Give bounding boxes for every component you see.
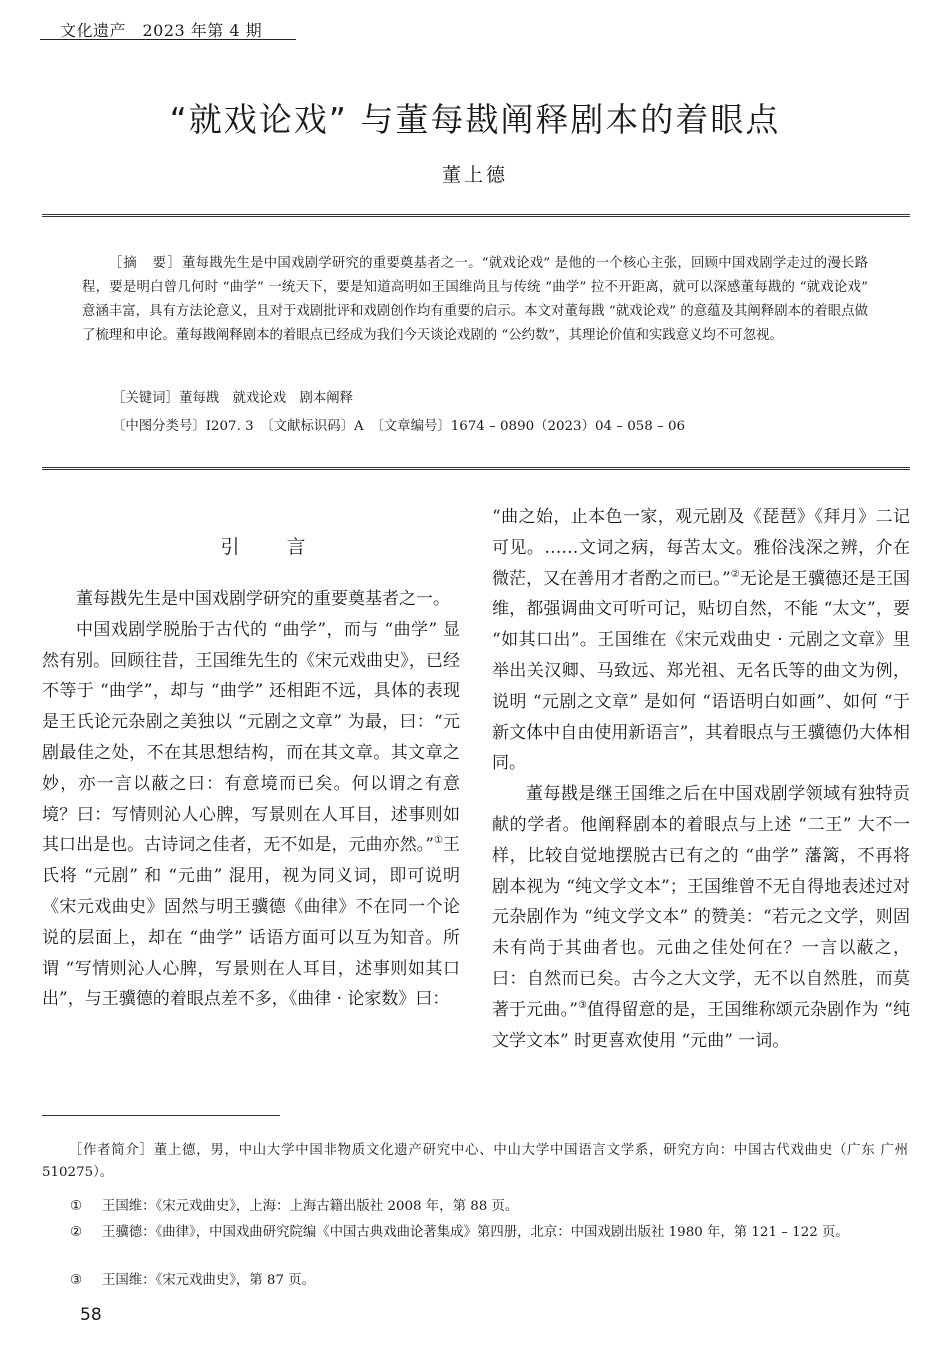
paragraph: 中国戏剧学脱胎于古代的 “曲学”，而与 “曲学” 显然有别。回顾往昔，王国维先生的《宋元戏曲史》，已经不等于 “曲学”，却与 “曲学” 还相距不远，具体的表现是王氏论元杂剧之美独以 “元剧之文章” 为最，曰：“元剧最佳之处，不在其思想结构，而在其文章。其文章之妙，亦一言以蔽之曰：有意境而已矣。何以谓之有意境？曰：写情则沁人心脾，写景则在人耳目，述事则如其口出是也。古诗词之佳者，无不如是，元曲亦然。”①王氏将 “元剧” 和 “元曲” 混用，视为同义词，即可说明《宋元戏曲史》固然与明王骥德《曲律》不在同一个论说的层面上，却在 “曲学” 话语方面可以互为知音。所谓 “写情则沁人心脾，写景则在人耳目，述事则如其口出”，与王骥德的着眼点差不多，《曲律 · 论家数》曰：	[42, 619, 460, 1010]
article-title: “就戏论戏” 与董每戡阐释剧本的着眼点	[169, 100, 781, 139]
author-note-text: 董上德，男，中山大学中国非物质文化遗产研究中心、中山大学中国语言文学系，研究方向：中国古代戏曲史（广东 广州 510275）。	[42, 1143, 908, 1180]
abstract-text: 董每戡先生是中国戏剧学研究的重要奠基者之一。“就戏论戏” 是他的一个核心主张，回顾中国戏剧学走过的漫长路程，要是明白曾几何时 “曲学” 一统天下，要是知道高明如王国维尚且与传统 “曲学” 拉不开距离，就可以深感董每戡的 “就戏论戏” 意涵丰富，具有方法论意义，且对于戏剧批评和戏剧创作均有重要的启示。本文对董每戡 “就戏论戏” 的意蕴及其阐释剧本的着眼点做了梳理和申论。董每戡阐释剧本的着眼点已经成为我们今天谈论戏剧的 “公约数”，其理论价值和实践意义均不可忽视。	[82, 256, 868, 343]
classification-line: 〔中图分类号〕I207. 3 〔文献标识码〕A 〔文章编号〕1674 – 0890（2023）04 – 058 – 06	[112, 419, 686, 434]
footnote	[42, 1222, 908, 1244]
footnote-ref[interactable]: ③	[577, 999, 588, 1011]
left-column	[42, 532, 460, 1015]
top-divider	[42, 214, 910, 217]
footnote	[42, 1196, 908, 1218]
keywords-label: ［关键词］	[112, 391, 179, 406]
footnote-text: 王国维：《宋元戏曲史》，上海：上海古籍出版社 2008 年，第 88 页。	[102, 1199, 519, 1214]
page-number: 58	[80, 1305, 102, 1325]
footnote-ref[interactable]: ②	[730, 568, 740, 580]
footnote-text: 王国维：《宋元戏曲史》，第 87 页。	[102, 1273, 316, 1288]
author-name: 董上德	[441, 164, 508, 186]
footnote	[42, 1270, 908, 1292]
footnote-number: ①	[70, 1199, 83, 1214]
footnote-ref[interactable]: ①	[433, 835, 443, 847]
paragraph: 董每戡是继王国维之后在中国戏剧学领域有独特贡献的学者。他阐释剧本的着眼点与上述 “二王” 大不一样，比较自觉地摆脱古已有之的 “曲学” 藩篱，不再将剧本视为 “纯文学文本”；王国维曾不无自得地表述过对元杂剧作为 “纯文学文本” 的赞美：“若元之文学，则固未有尚于其曲者也。元曲之佳处何在？一言以蔽之，曰：自然而已矣。古今之大文学，无不以自然胜，而莫著于元曲。”③值得留意的是，王国维称颂元杂剧作为 “纯文学文本” 时更喜欢使用 “元曲” 一词。	[492, 784, 910, 1051]
paragraph: 董每戡先生是中国戏剧学研究的重要奠基者之一。	[76, 589, 450, 609]
footnote-text: 王骥德：《曲律》，中国戏曲研究院编《中国古典戏曲论著集成》第四册，北京：中国戏剧出版社 1980 年，第 121 – 122 页。	[102, 1225, 849, 1240]
footnote-number: ③	[70, 1273, 83, 1288]
section-heading: 引 言	[220, 536, 320, 558]
paragraph: “曲之始，止本色一家，观元剧及《琵琶》《拜月》二记可见。……文词之病，每苦太文。雅俗浅深之辨，介在微茫，又在善用才者酌之而已。”②无论是王骥德还是王国维，都强调曲文可听可记，贴切自然，不能 “太文”，要 “如其口出”。王国维在《宋元戏曲史 · 元剧之文章》里举出关汉卿、马致远、郑光祖、无名氏等的曲文为例，说明 “元剧之文章” 是如何 “语语明白如画”、如何 “于新文体中自由使用新语言”，其着眼点与王骥德仍大体相同。	[492, 507, 910, 774]
footnote-number: ②	[70, 1225, 83, 1240]
keywords	[112, 387, 353, 411]
author-note-label: ［作者简介］	[68, 1143, 154, 1158]
right-column	[492, 502, 910, 1056]
abstract	[82, 252, 868, 348]
footnote-divider	[42, 1115, 280, 1116]
abstract-bottom-divider	[42, 467, 910, 470]
keywords-text: 董每戡 就戏论戏 剧本阐释	[178, 391, 354, 406]
abstract-label: ［摘 要］	[108, 256, 182, 271]
journal-header: 文化遗产 2023 年第 4 期	[40, 18, 296, 40]
author-note	[42, 1140, 908, 1184]
